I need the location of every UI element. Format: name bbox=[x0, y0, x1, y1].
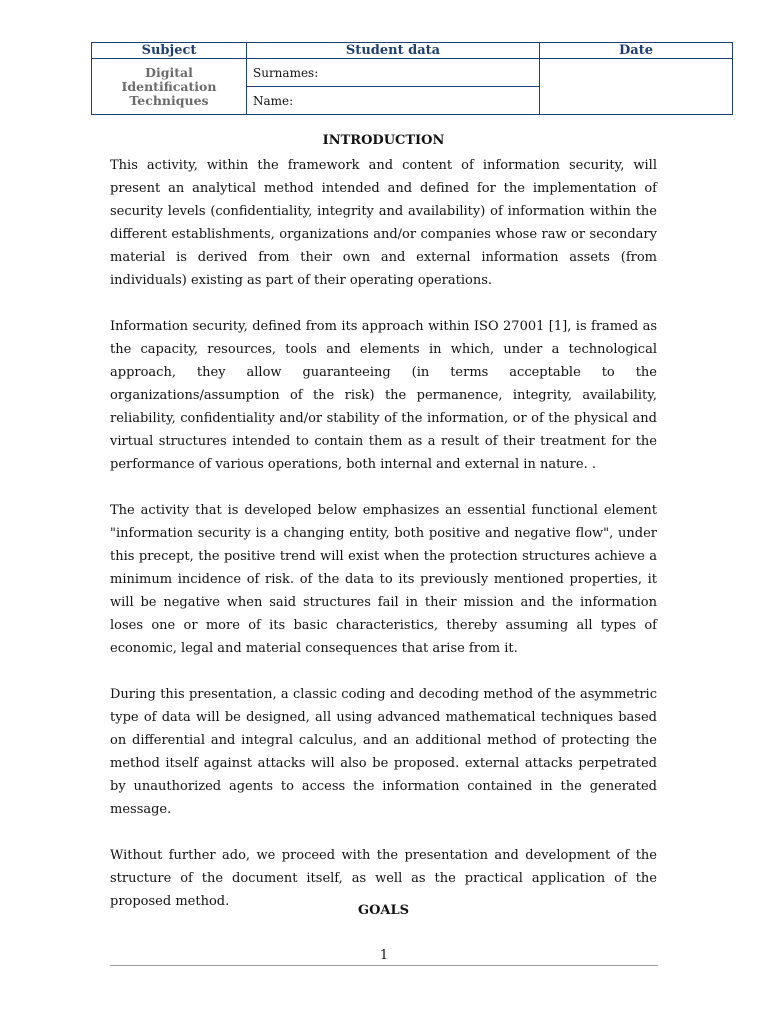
paragraph-3: The activity that is developed below emphasizes an essential functional element "information security is a changing entity, both positive and negative flow", under this precept, the positive trend will exist when the protection structures achieve a minimum incidence of risk. of the data to its previously mentioned properties, it will be negative when said structures fail in their mission and the information loses one or more of its basic characteristics, thereby assuming all types of economic, legal and material consequences that arise from it. bbox=[110, 503, 657, 656]
date-header: Date bbox=[540, 43, 733, 59]
date-value bbox=[540, 59, 733, 115]
paragraph-1: This activity, within the framework and content of information security, will present an analytical method intended and defined for the implementation of security levels (confidentiality, integrity and availability) of information within the different establishments, organizations and/or companies whose raw or secondary material is derived from their own and external information assets (from individuals) existing as part of their operating operations. bbox=[110, 158, 657, 288]
goals-heading: GOALS bbox=[357, 903, 410, 918]
surnames-field bbox=[247, 59, 540, 87]
name-label: Name: bbox=[253, 93, 294, 108]
subject-value: Digital Identification Techniques bbox=[92, 59, 247, 115]
page-number: 1 bbox=[379, 948, 389, 963]
student-data-header: Student data bbox=[247, 43, 540, 59]
header-table bbox=[91, 42, 733, 115]
paragraph-5: Without further ado, we proceed with the presentation and development of the structure of the document itself, as well as the practical application of the proposed method. bbox=[110, 848, 657, 909]
document-body bbox=[110, 128, 657, 913]
name-field bbox=[247, 87, 540, 115]
paragraph-2: Information security, defined from its approach within ISO 27001 [1], is framed as the capacity, resources, tools and elements in which, under a technological approach, they allow guaranteeing (in terms acceptable to the organizations/assumption of the risk) the permanence, integrity, availability, reliability, confidentiality and/or stability of the information, or of the physical and virtual structures intended to contain them as a result of their treatment for the performance of various operations, both internal and external in nature. . bbox=[110, 319, 657, 472]
footer-divider bbox=[110, 965, 658, 966]
paragraph-4: During this presentation, a classic coding and decoding method of the asymmetric type of data will be designed, all using advanced mathematical techniques based on differential and integral calculus, and an additional method of protecting the method itself against attacks will also be proposed. external attacks perpetrated by unauthorized agents to access the information contained in the generated message. bbox=[110, 687, 657, 817]
subject-header: Subject bbox=[92, 43, 247, 59]
surnames-label: Surnames: bbox=[253, 65, 319, 80]
introduction-heading: INTRODUCTION bbox=[322, 133, 445, 148]
